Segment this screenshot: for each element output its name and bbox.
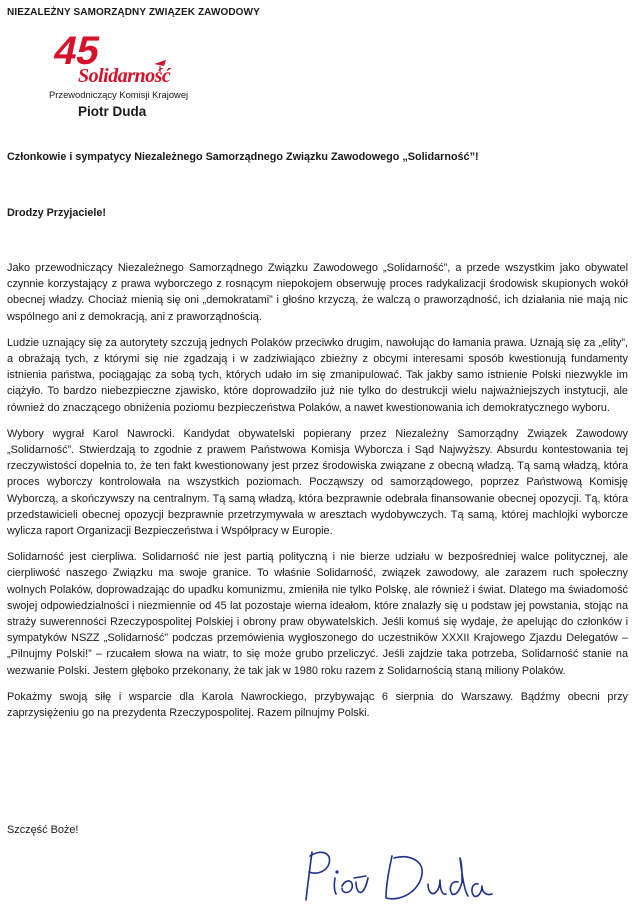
organization-name: NIEZALEŻNY SAMORZĄDNY ZWIĄZEK ZAWODOWY <box>7 7 260 18</box>
letter-paragraph: Jako przewodniczący Niezależnego Samorządnego Związku Zawodowego „Solidarność”, a przede wszystkim jako obywatel czynnie korzystający z prawa wyborczego z rosnącym niepokojem obserwuję proces radykalizacji środowisk skupionych wokół obecnej władzy. Chociaż mienią się oni „demokratami” i głośno krzyczą, że walczą o praworządność, ich działania nie mają nic wspólnego ani z demokracją, ani z praworządnością. <box>7 262 628 323</box>
letter-paragraph: Ludzie uznający się za autorytety szczują jednych Polaków przeciwko drugim, nawołując do łamania prawa. Uznają się za „elity”, a obrażają tych, z którymi się nie zgadzają i w zadziwiająco zbieżny z obcymi interesami sposób kwestionują fundamenty istnienia państwa, pociągając za sobą tych, których udało im się zmanipulować. Tak jakby samo istnienie Polski niezwykle im ciążyło. To bardzo niebezpieczne zjawisko, które doprowadziło już nie tylko do destrukcji wielu najważniejszych instytucji, ale również do znaczącego obniżenia poziomu bezpieczeństwa Polaków, a nawet kwestionowania ich demokratycznego wyboru. <box>7 336 628 414</box>
chairman-name: Piotr Duda <box>78 104 147 119</box>
letter-body <box>7 260 628 731</box>
letter-paragraph: Pokażmy swoją siłę i wsparcie dla Karola Nawrockiego, przybywając 6 sierpnia do Warszawy. Bądźmy obecni przy zaprzysiężeniu go na prezydenta Rzeczypospolitej. Razem pilnujmy Polski. <box>7 690 628 720</box>
letter-closing: Szczęść Boże! <box>7 824 79 836</box>
svg-text:45: 45 <box>50 27 105 73</box>
letter-salutation: Członkowie i sympatycy Niezależnego Samorządnego Związku Zawodowego „Solidarność”! <box>7 151 479 163</box>
letter-paragraph: Solidarność jest cierpliwa. Solidarność nie jest partią polityczną i nie bierze udziału w bezpośredniej walce politycznej, ale cierpliwość naszego Związku ma swoje granice. To właśnie Solidarność, związek zawodowy, ale zarazem ruch społeczny wolnych Polaków, doprowadzając do upadku komunizmu, zmieniła nie tylko Polskę, ale również i świat. Dlatego ma świadomość swojej odpowiedzialności i niezmiennie od 45 lat pozostaje wierna ideałom, które znalazły się u podstaw jej powstania, stojąc na straży suwerenności Rzeczypospolitej Polskiej i obrony praw obywatelskich. Jeśli komuś się wydaje, że apelując do członków i sympatyków NSZZ „Solidarność” podczas przemówienia wygłoszonego do uczestników XXXII Krajowego Zjazdu Delegatów – „Pilnujmy Polski!” – rzucałem słowa na wiatr, to się może grubo przeliczyć. Jeśli zajdzie taka potrzeba, Solidarność stanie na wezwanie Polski. Jestem głęboko przekonany, że tak jak w 1980 roku razem z Solidarnością staną miliony Polaków. <box>7 551 628 677</box>
chairman-title: Przewodniczący Komisji Krajowej <box>49 89 189 100</box>
letter-greeting: Drodzy Przyjaciele! <box>7 207 107 219</box>
letter-paragraph: Wybory wygrał Karol Nawrocki. Kandydat obywatelski popierany przez Niezależny Samorządny Związek Zawodowy „Solidarność”. Stwierdzają to zgodnie z prawem Państwowa Komisja Wyborcza i Sąd Najwyższy. Absurdu kontestowania tej rzeczywistości dopełnia to, że ten fakt kwestionowany jest przez środowiska związane z obecną władzą. Tą samą władzą, która proces wyborczy kontrolowała na wszystkich poziomach. Począwszy od samorządowego, poprzez Państwową Komisję Wyborczą, a skończywszy na centralnym. Tą samą władzą, która bezprawnie odebrała finansowanie obecnej opozycji. Tą, która przedstawicieli obecnej opozycji bezprawnie przetrzymywała w aresztach wydobywczych. Tą samą, której machlojki wyborcze wylicza raport Organizacji Bezpieczeństwa i Współpracy w Europie. <box>7 427 628 538</box>
svg-text:Solidarność: Solidarność <box>78 65 171 87</box>
solidarnosc-45-logo <box>50 26 186 87</box>
handwritten-signature <box>290 842 500 904</box>
